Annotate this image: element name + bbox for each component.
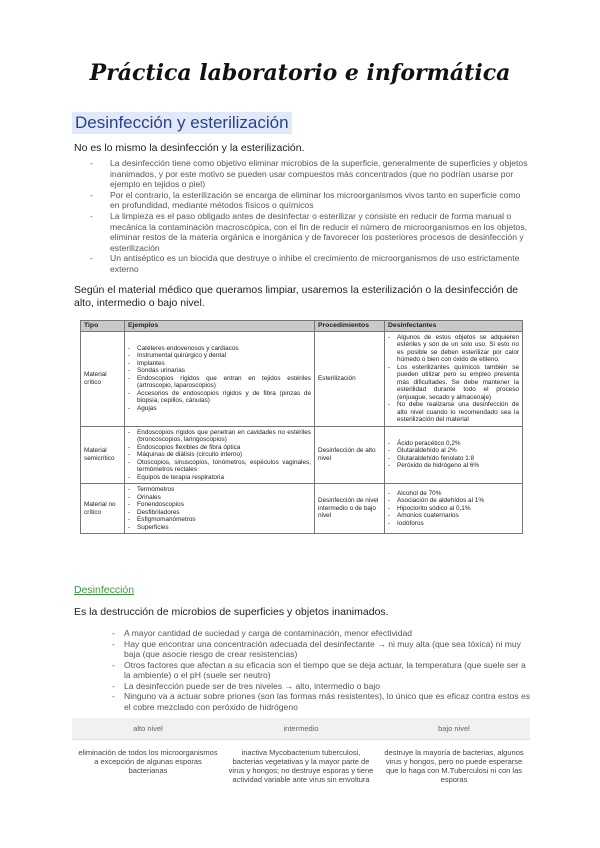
material-table xyxy=(80,320,523,534)
desinfectantes-cell xyxy=(385,484,523,534)
list-item: - Equipos de terapia respiratoria xyxy=(128,474,311,482)
tipo-cell: Material semicrítico xyxy=(81,426,125,484)
list-item: - Amonios cuaternarios xyxy=(388,512,519,520)
list-item: - Termómetros xyxy=(128,486,311,494)
list-item: - Asociación de aldehídos al 1% xyxy=(388,497,519,505)
list-item: - Fonendoscopios xyxy=(128,501,311,509)
list-item: - Orinales xyxy=(128,494,311,502)
list-item: - Ninguno va a actuar sobre priones (son las formas más resistentes), lo único que es eficaz contra estos es el cobre mezclado con peróxido de hidrógeno xyxy=(112,691,532,712)
bajo-nivel-cell: destruye la mayoría de bacterias, algunos virus y hongos, pero no puede esperarse que lo haga con M.Tuberculosi ni con las esporas xyxy=(384,748,524,784)
table-header-row xyxy=(81,321,523,332)
desinfection-definition: Es la destrucción de microbios de superficies y objetos inanimados. xyxy=(74,606,389,618)
list-item: - Implantes xyxy=(128,360,311,368)
levels-table xyxy=(72,718,530,792)
intermedio-cell: inactiva Mycobacterium tuberculosi, bacterias vegetativas y la mayor parte de virus y hongos; no destruye esporas y tiene actividad variable ante virus sin envoltura xyxy=(228,748,374,784)
procedimiento-cell: Desinfección de alto nivel xyxy=(315,426,385,484)
table-row xyxy=(81,331,523,426)
subsection-title: Desinfección xyxy=(74,584,135,596)
tipo-cell: Material no crítico xyxy=(81,484,125,534)
definitions-list xyxy=(90,158,530,275)
list-item: - Iodóforos xyxy=(388,520,519,528)
procedimiento-cell: Desinfección de nivel intermedio o de bajo nivel xyxy=(315,484,385,534)
list-item: - Hay que encontrar una concentración adecuada del desinfectante → ni muy alta (que sea tóxica) ni muy baja (que asocie riesgo de crear resistencias) xyxy=(112,639,532,660)
list-item: - Los esterilizantes químicos también se pueden utilizar pero su empleo presenta más dificultades. Se debe mantener la esterilidad durante todo el proceso (enjuague, secado y almacenaje) xyxy=(388,364,519,402)
document-title: Práctica laboratorio e informática xyxy=(89,60,511,86)
section-title: Desinfección y esterilización xyxy=(72,112,292,134)
list-item: - No debe realizarse una desinfección de alto nivel cuando lo recomendado sea la esterilización del material xyxy=(388,401,519,424)
intro-text: No es lo mismo la desinfección y la esterilización. xyxy=(74,142,305,154)
list-item: - Instrumental quirúrgico y dental xyxy=(128,352,311,360)
list-item: - Hipoclorito sódico al 0,1% xyxy=(388,505,519,513)
header-desinfectantes: Desinfectantes xyxy=(385,321,523,332)
tipo-cell: Material crítico xyxy=(81,331,125,426)
header-bajo-nivel: bajo nivel xyxy=(378,718,530,740)
list-item: - La desinfección puede ser de tres niveles → alto, intermedio o bajo xyxy=(112,681,532,692)
list-item: - Peróxido de hidrógeno al 6% xyxy=(388,462,519,470)
header-tipo: Tipo xyxy=(81,321,125,332)
list-item: - Glutaraldehído al 2% xyxy=(388,447,519,455)
header-intermedio: intermedio xyxy=(224,718,378,740)
list-item: - Superficies xyxy=(128,524,311,532)
list-item: - Alcohol de 70% xyxy=(388,490,519,498)
list-item: - La limpieza es el paso obligado antes de desinfectar o esterilizar y consiste en reducir de forma manual o mecánica la contaminación macroscópica, con el fin de reducir el número de microorganismos en los objetos, eliminar restos de la materia orgánica e inorgánica y de favorecer los posteriores procesos de desinfección y esterilización xyxy=(90,211,530,253)
list-item: - Algunos de estos objetos se adquieren estériles y son de un solo uso. Si esto no es posible se deben esterilizar por calor húmedo o bien con óxido de etileno. xyxy=(388,334,519,364)
list-item: - Endoscopios rígidos que penetran en cavidades no estériles (broncoscopios, laringoscopios) xyxy=(128,429,311,444)
list-item: - Ácido peracético 0,2% xyxy=(388,440,519,448)
header-procedimientos: Procedimientos xyxy=(315,321,385,332)
desinfection-facts-list xyxy=(112,628,532,712)
list-item: - Otoscopios, sinuscopios, tonómetros, espéculos vaginales, termómetros rectales xyxy=(128,459,311,474)
desinfectantes-cell xyxy=(385,426,523,484)
desinfectantes-cell xyxy=(385,331,523,426)
material-paragraph: Según el material médico que queramos limpiar, usaremos la esterilización o la desinfección de alto, intermedio o bajo nivel. xyxy=(74,284,519,309)
table-row xyxy=(81,484,523,534)
ejemplos-cell xyxy=(125,331,315,426)
alto-nivel-cell: eliminación de todos los microorganismos a excepción de algunas esporas bacterianas xyxy=(78,748,218,775)
list-item: - Agujas xyxy=(128,405,311,413)
list-item: - La desinfección tiene como objetivo eliminar microbios de la superficie, generalmente de superficies y objetos inanimados, y por este motivo se pueden usar compuestos más concentrados (que no podrían usarse por ejemplo en tejidos o piel) xyxy=(90,158,530,190)
list-item: - Accesorios de endoscopios rígidos y de fibra (pinzas de biopsia, cepillos, cánulas) xyxy=(128,390,311,405)
list-item: - Endoscopios flexibles de fibra óptica xyxy=(128,444,311,452)
list-item: - Catéteres endovenosos y cardiacos xyxy=(128,345,311,353)
table-row xyxy=(72,740,530,793)
list-item: - A mayor cantidad de suciedad y carga de contaminación, menor efectividad xyxy=(112,628,532,639)
list-item: - Un antiséptico es un biocida que destruye o inhibe el crecimiento de microorganismos de uso estrictamente externo xyxy=(90,253,530,274)
table-row xyxy=(81,426,523,484)
procedimiento-cell: Esterilización xyxy=(315,331,385,426)
ejemplos-cell xyxy=(125,484,315,534)
list-item: - Por el contrario, la esterilización se encarga de eliminar los microorganismos vivos tanto en superficie como en profundidad, mediante métodos físicos o químicos xyxy=(90,190,530,211)
list-item: - Endoscopios rígidos que entran en tejidos estériles (artroscopio, laparoscopios) xyxy=(128,375,311,390)
table-header-row xyxy=(72,718,530,740)
list-item: - Esfigmomanómetros xyxy=(128,516,311,524)
list-item: - Glutaraldehído fenolato 1:8 xyxy=(388,455,519,463)
list-item: - Otros factores que afectan a su eficacia son el tiempo que se deja actuar, la temperatura (que suele ser a la ambiente) o el pH (suele ser neutro) xyxy=(112,660,532,681)
list-item: - Sondas urinarias xyxy=(128,367,311,375)
ejemplos-cell xyxy=(125,426,315,484)
header-ejemplos: Ejemplos xyxy=(125,321,315,332)
list-item: - Desfibriladores xyxy=(128,509,311,517)
list-item: - Máquinas de diálisis (circuito interno) xyxy=(128,451,311,459)
header-alto-nivel: alto nivel xyxy=(72,718,224,740)
